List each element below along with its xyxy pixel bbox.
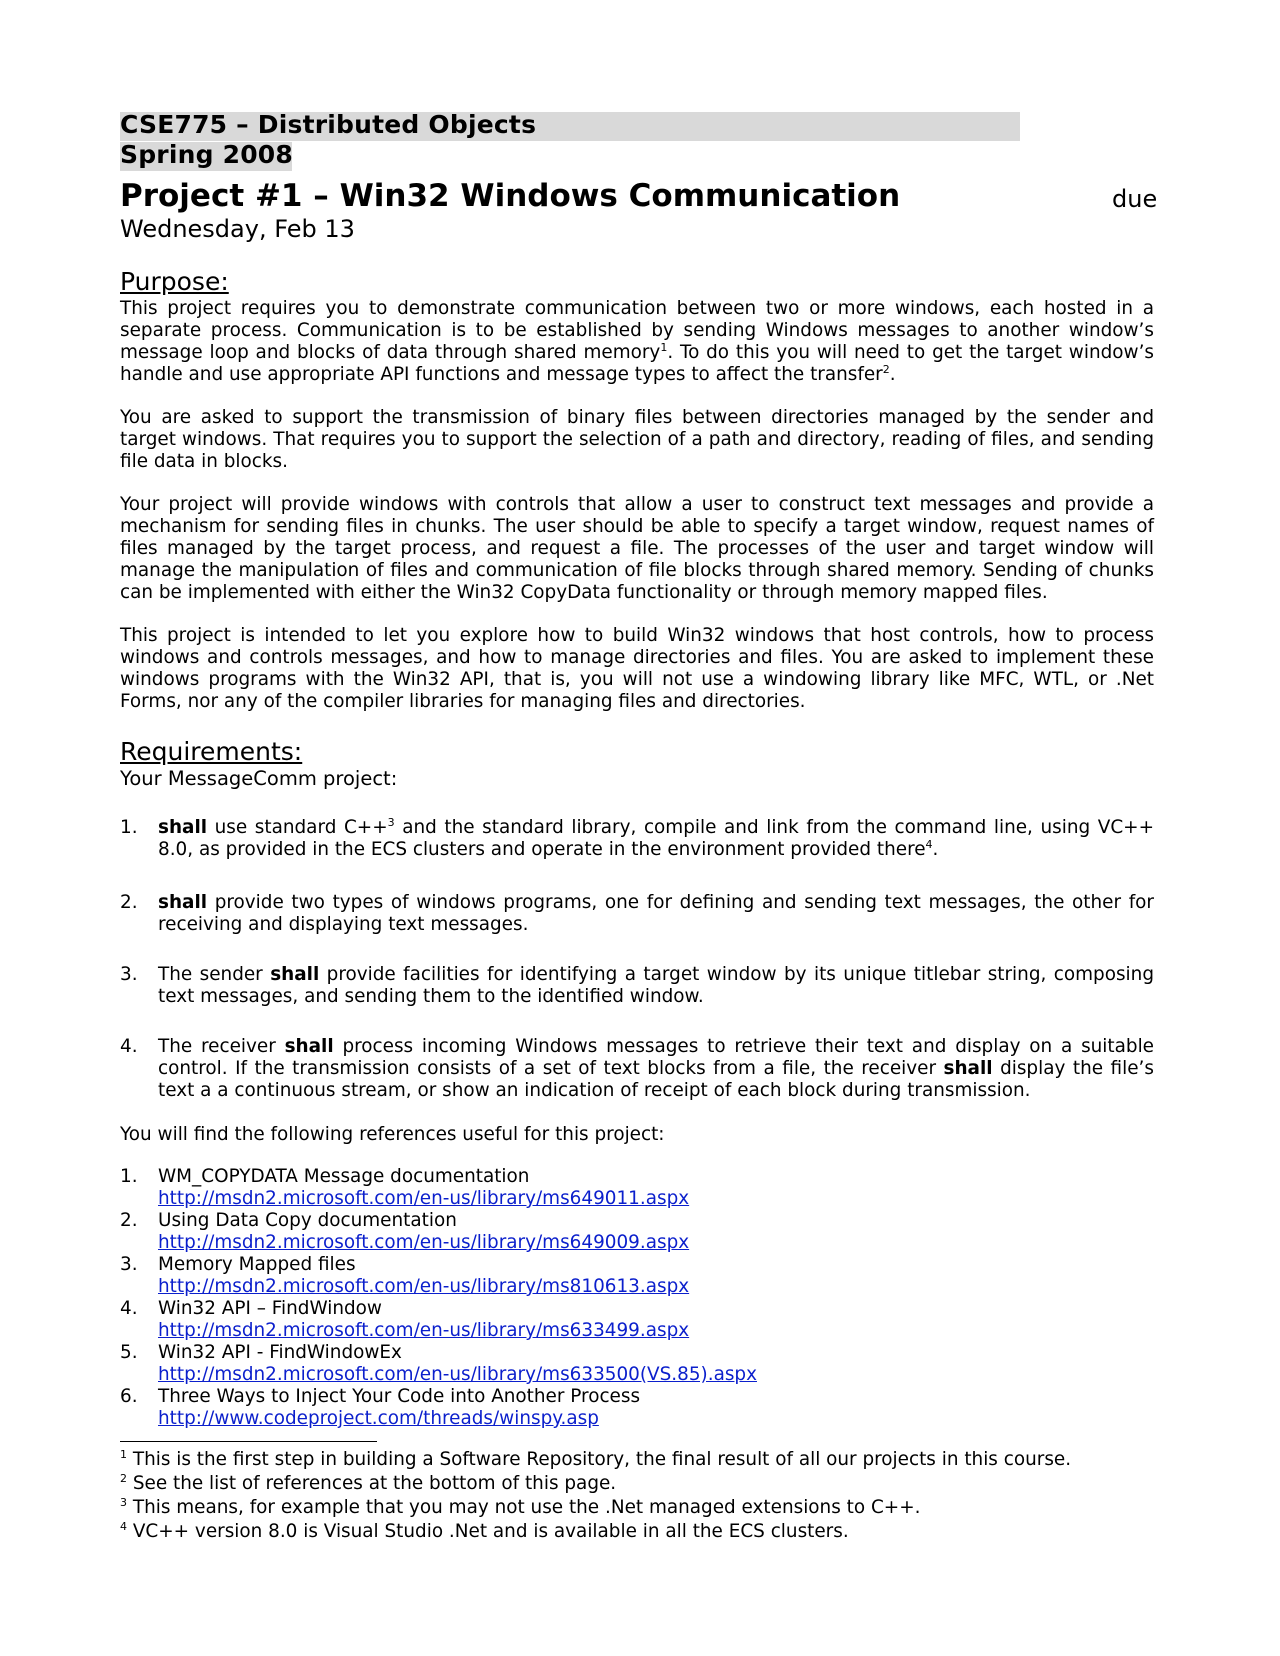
requirement-text: [158, 817, 1154, 861]
reference-title: Using Data Copy documentation: [158, 1210, 457, 1231]
purpose-paragraph-3: Your project will provide windows with controls that allow a user to construct text messages and provide a mechanism for sending files in chunks. The user should be able to specify a target window, request names of files managed by the target process, and request a file. The processes of the user and target window will manage the manipulation of files and communication of file blocks through shared memory. Sending of chunks can be implemented with either the Win32 CopyData functionality or through memory mapped files.: [120, 494, 1154, 603]
requirement-text-b: display the file’s text a a continuous stream, or show an indication of receipt of each block during transmission.: [158, 1058, 1154, 1101]
requirement-text-pre: The sender: [158, 964, 271, 985]
requirement-keyword: shall: [158, 817, 208, 838]
footnote-ref-1: 1: [660, 340, 668, 354]
reference-link[interactable]: http://msdn2.microsoft.com/en-us/library/ms649009.aspx: [158, 1232, 690, 1253]
reference-link[interactable]: http://msdn2.microsoft.com/en-us/library/ms633500(VS.85).aspx: [158, 1364, 757, 1385]
footnote: [120, 1449, 1071, 1471]
reference-link[interactable]: http://www.codeproject.com/threads/winspy.asp: [158, 1408, 599, 1429]
reference-body: [158, 1386, 1154, 1430]
references-intro: You will find the following references useful for this project:: [120, 1124, 665, 1145]
purpose-paragraph-4: This project is intended to let you explore how to build Win32 windows that host controls, how to process windows and controls messages, and how to manage directories and files. You are asked to implement these windows programs with the Win32 API, that is, you will not use a windowing library like MFC, WTL, or .Net Forms, nor any of the compiler libraries for managing files and directories.: [120, 625, 1154, 712]
term-label: Spring 2008: [120, 140, 293, 169]
reference-body: [158, 1210, 1154, 1254]
purpose-paragraph-1: [120, 298, 1154, 386]
footnote-mark: 1: [120, 1447, 127, 1461]
footnote-ref-3: 3: [387, 815, 395, 829]
project-title: Project #1 – Win32 Windows Communication: [120, 178, 901, 214]
reference-link[interactable]: http://msdn2.microsoft.com/en-us/library/ms633499.aspx: [158, 1320, 690, 1341]
requirements-heading: Requirements:: [120, 737, 303, 766]
footnote-mark: 4: [120, 1519, 127, 1533]
requirement-number: 4.: [120, 1036, 138, 1057]
due-date: Wednesday, Feb 13: [120, 215, 355, 243]
reference-number: 4.: [120, 1298, 138, 1319]
reference-number: 3.: [120, 1254, 138, 1275]
requirement-text-c: .: [932, 839, 939, 860]
footnote: [120, 1473, 616, 1495]
footnote-separator: [120, 1441, 377, 1442]
reference-number: 5.: [120, 1342, 138, 1363]
requirement-text-a: use standard C++: [207, 817, 388, 838]
requirement-text-pre: The receiver: [158, 1036, 285, 1057]
requirement-text-a: provide two types of windows programs, one for defining and sending text messages, the other for receiving and displaying text messages.: [158, 892, 1154, 935]
purpose-heading: Purpose:: [120, 267, 229, 296]
reference-title: Three Ways to Inject Your Code into Another Process: [158, 1386, 641, 1407]
purpose-p1-b: . To do this you will need to get the target window’s handle and use appropriate API functions and message types to affect the transfer: [120, 342, 1154, 385]
reference-body: [158, 1298, 1154, 1342]
requirement-text: [158, 892, 1154, 936]
due-label: due: [1112, 185, 1158, 213]
purpose-p1-a: This project requires you to demonstrate communication between two or more windows, each hosted in a separate process. Communication is to be established by sending Windows messages to another window’s message loop and blocks of data through shared memory: [120, 298, 1154, 363]
reference-number: 6.: [120, 1386, 138, 1407]
requirement-keyword: shall: [270, 964, 320, 985]
reference-number: 2.: [120, 1210, 138, 1231]
reference-body: [158, 1166, 1154, 1210]
purpose-p1-c: .: [889, 364, 896, 385]
requirement-number: 2.: [120, 892, 138, 913]
reference-title: WM_COPYDATA Message documentation: [158, 1166, 530, 1187]
requirement-keyword: shall: [284, 1036, 334, 1057]
requirement-text-a: process incoming Windows messages to retrieve their text and display on a suitable control. If the transmission consists of a set of text blocks from a file, the receiver: [158, 1036, 1154, 1079]
reference-title: Memory Mapped files: [158, 1254, 356, 1275]
requirement-text: [158, 964, 1154, 1008]
footnote: [120, 1497, 920, 1519]
purpose-paragraph-2: You are asked to support the transmission of binary files between directories managed by the sender and target windows. That requires you to support the selection of a path and directory, reading of files, and sending file data in blocks.: [120, 407, 1154, 472]
footnote-text: This means, for example that you may not use the .Net managed extensions to C++.: [127, 1497, 921, 1518]
reference-body: [158, 1254, 1154, 1298]
footnote: [120, 1521, 849, 1543]
reference-title: Win32 API - FindWindowEx: [158, 1342, 402, 1363]
footnote-mark: 3: [120, 1495, 127, 1509]
footnote-text: This is the first step in building a Software Repository, the final result of all our projects in this course.: [127, 1449, 1072, 1470]
reference-number: 1.: [120, 1166, 138, 1187]
footnote-text: VC++ version 8.0 is Visual Studio .Net and is available in all the ECS clusters.: [127, 1521, 849, 1542]
requirement-keyword-2: shall: [943, 1058, 993, 1079]
reference-body: [158, 1342, 1154, 1386]
course-title: CSE775 – Distributed Objects: [120, 110, 537, 139]
reference-link[interactable]: http://msdn2.microsoft.com/en-us/library/ms649011.aspx: [158, 1188, 690, 1209]
footnote-ref-2: 2: [882, 362, 890, 376]
requirement-text-b: and the standard library, compile and link from the command line, using VC++ 8.0, as provided in the ECS clusters and operate in the environment provided there: [158, 817, 1154, 860]
requirement-number: 1.: [120, 817, 138, 838]
footnote-ref-4: 4: [925, 837, 933, 851]
reference-link[interactable]: http://msdn2.microsoft.com/en-us/library/ms810613.aspx: [158, 1276, 690, 1297]
requirement-text: [158, 1036, 1154, 1102]
reference-title: Win32 API – FindWindow: [158, 1298, 382, 1319]
footnote-mark: 2: [120, 1471, 127, 1485]
requirement-number: 3.: [120, 964, 138, 985]
requirement-keyword: shall: [158, 892, 208, 913]
requirement-text-a: provide facilities for identifying a target window by its unique titlebar string, composing text messages, and sending them to the identified window.: [158, 964, 1155, 1007]
footnote-text: See the list of references at the bottom of this page.: [127, 1473, 617, 1494]
requirements-intro: Your MessageComm project:: [120, 767, 398, 790]
